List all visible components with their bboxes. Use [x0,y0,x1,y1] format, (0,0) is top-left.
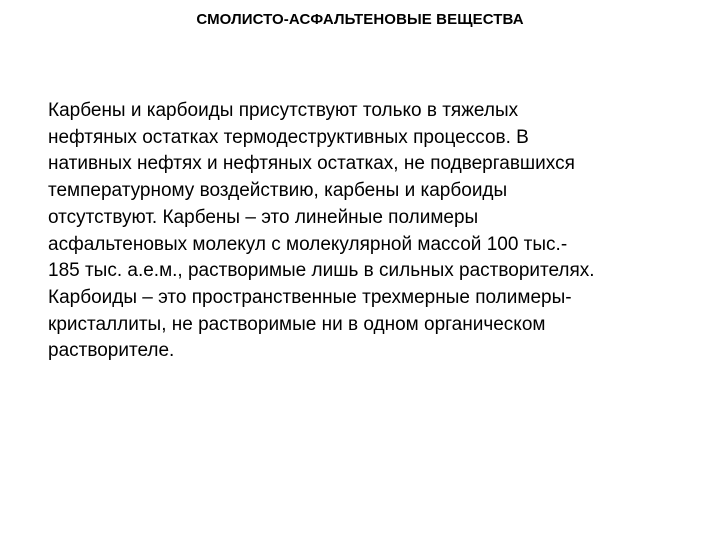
body-line: 185 тыс. а.е.м., растворимые лишь в сильных растворителях. [48,260,595,282]
body-line: температурному воздействию, карбены и карбоиды [48,180,508,202]
slide-body-text [48,98,688,365]
body-line: кристаллиты, не растворимые ни в одном органическом [48,313,546,335]
body-line: растворителе. [48,340,175,362]
slide-title: СМОЛИСТО-АСФАЛЬТЕНОВЫЕ ВЕЩЕСТВА [196,11,524,28]
body-line: отсутствуют. Карбены – это линейные полимеры [48,206,479,228]
body-line: нативных нефтях и нефтяных остатках, не подвергавшихся [48,153,575,175]
body-line: асфальтеновых молекул с молекулярной массой 100 тыс.- [48,233,568,255]
body-line: Карбены и карбоиды присутствуют только в тяжелых [48,100,519,121]
body-line: нефтяных остатках термодеструктивных процессов. В [48,126,529,148]
body-line: Карбоиды – это пространственные трехмерные полимеры- [48,286,572,308]
